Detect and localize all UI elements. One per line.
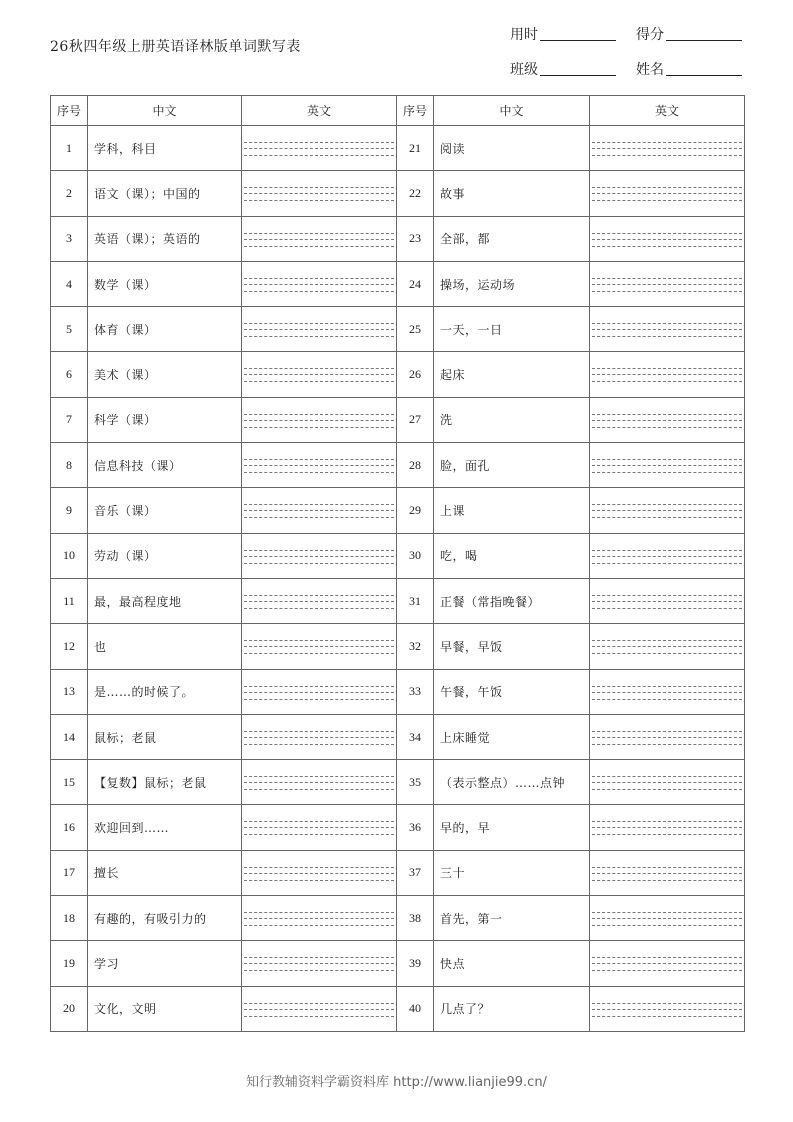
english-answer-left[interactable] (242, 578, 397, 623)
writing-guide-line (592, 200, 742, 201)
writing-guide-line (244, 381, 394, 382)
chinese-cell-left: 信息科技（课） (88, 443, 242, 488)
writing-guide-line (244, 420, 394, 421)
english-answer-left[interactable] (242, 850, 397, 895)
writing-guide-line (244, 744, 394, 745)
writing-guide-line (244, 284, 394, 285)
writing-guide-line (592, 827, 742, 828)
chinese-cell-right: 早的，早 (434, 805, 590, 850)
header-chinese: 中文 (434, 96, 590, 126)
writing-guide-line (244, 595, 394, 596)
english-answer-left[interactable] (242, 941, 397, 986)
writing-guide-line (592, 880, 742, 881)
writing-guide-line (244, 142, 394, 143)
header-chinese: 中文 (88, 96, 242, 126)
writing-guide-line (592, 912, 742, 913)
writing-guide-line (244, 155, 394, 156)
writing-guide-line (244, 246, 394, 247)
writing-guide-line (244, 776, 394, 777)
row-index-left: 9 (51, 488, 88, 533)
table-row (51, 352, 745, 397)
writing-guide-line (592, 414, 742, 415)
row-index-right: 31 (397, 578, 434, 623)
table-row (51, 669, 745, 714)
writing-guide-line (244, 653, 394, 654)
chinese-cell-left: 也 (88, 624, 242, 669)
table-row (51, 578, 745, 623)
table-row (51, 443, 745, 488)
english-answer-right[interactable] (590, 714, 745, 759)
chinese-cell-right: 洗 (434, 397, 590, 442)
writing-guide-line (244, 601, 394, 602)
row-index-right: 29 (397, 488, 434, 533)
writing-guide-line (592, 1009, 742, 1010)
header-english: 英文 (590, 96, 745, 126)
writing-guide-line (592, 595, 742, 596)
writing-guide-line (592, 187, 742, 188)
writing-guide-line (592, 420, 742, 421)
row-index-right: 26 (397, 352, 434, 397)
writing-guide-line (592, 329, 742, 330)
writing-guide-line (592, 517, 742, 518)
english-answer-left[interactable] (242, 986, 397, 1031)
english-answer-right[interactable] (590, 216, 745, 261)
row-index-left: 2 (51, 171, 88, 216)
header-index: 序号 (51, 96, 88, 126)
chinese-cell-left: 科学（课） (88, 397, 242, 442)
writing-guide-line (244, 329, 394, 330)
writing-guide-line (244, 699, 394, 700)
row-index-left: 18 (51, 896, 88, 941)
english-answer-left[interactable] (242, 533, 397, 578)
writing-guide-line (592, 1016, 742, 1017)
writing-guide-line (244, 427, 394, 428)
chinese-cell-left: 有趣的，有吸引力的 (88, 896, 242, 941)
writing-guide-line (592, 246, 742, 247)
row-index-right: 34 (397, 714, 434, 759)
writing-guide-line (592, 737, 742, 738)
table-row (51, 986, 745, 1031)
chinese-cell-right: 快点 (434, 941, 590, 986)
writing-guide-line (244, 646, 394, 647)
chinese-cell-right: （表示整点）……点钟 (434, 760, 590, 805)
row-index-left: 4 (51, 261, 88, 306)
writing-guide-line (592, 336, 742, 337)
row-index-left: 7 (51, 397, 88, 442)
english-answer-right[interactable] (590, 261, 745, 306)
english-answer-left[interactable] (242, 397, 397, 442)
row-index-right: 23 (397, 216, 434, 261)
row-index-right: 21 (397, 126, 434, 171)
score-label: 得分 (636, 27, 664, 43)
writing-guide-line (244, 510, 394, 511)
writing-guide-line (592, 368, 742, 369)
writing-guide-line (592, 510, 742, 511)
writing-guide-line (244, 925, 394, 926)
score-field (636, 24, 742, 44)
writing-guide-line (244, 867, 394, 868)
writing-guide-line (592, 291, 742, 292)
writing-guide-line (592, 556, 742, 557)
writing-guide-line (592, 550, 742, 551)
row-index-left: 19 (51, 941, 88, 986)
writing-guide-line (244, 692, 394, 693)
row-index-left: 1 (51, 126, 88, 171)
writing-guide-line (592, 699, 742, 700)
time-blank[interactable] (540, 39, 616, 41)
writing-guide-line (592, 601, 742, 602)
chinese-cell-left: 最，最高程度地 (88, 578, 242, 623)
row-index-left: 17 (51, 850, 88, 895)
writing-guide-line (592, 692, 742, 693)
row-index-left: 3 (51, 216, 88, 261)
chinese-cell-left: 鼠标；老鼠 (88, 714, 242, 759)
chinese-cell-left: 体育（课） (88, 307, 242, 352)
writing-guide-line (592, 323, 742, 324)
chinese-cell-right: 全部，都 (434, 216, 590, 261)
english-answer-left[interactable] (242, 352, 397, 397)
english-answer-left[interactable] (242, 307, 397, 352)
writing-guide-line (244, 827, 394, 828)
table-row (51, 760, 745, 805)
writing-guide-line (592, 155, 742, 156)
writing-guide-line (244, 193, 394, 194)
row-index-left: 5 (51, 307, 88, 352)
writing-guide-line (592, 427, 742, 428)
writing-guide-line (592, 731, 742, 732)
chinese-cell-right: 一天，一日 (434, 307, 590, 352)
writing-guide-line (244, 472, 394, 473)
english-answer-right[interactable] (590, 669, 745, 714)
row-index-right: 35 (397, 760, 434, 805)
row-index-right: 39 (397, 941, 434, 986)
english-answer-right[interactable] (590, 126, 745, 171)
writing-guide-line (244, 556, 394, 557)
english-answer-left[interactable] (242, 624, 397, 669)
chinese-cell-left: 欢迎回到…… (88, 805, 242, 850)
table-row (51, 714, 745, 759)
writing-guide-line (244, 834, 394, 835)
writing-guide-line (244, 957, 394, 958)
table-row (51, 488, 745, 533)
english-answer-right[interactable] (590, 171, 745, 216)
writing-guide-line (592, 465, 742, 466)
writing-guide-line (244, 640, 394, 641)
chinese-cell-right: 正餐（常指晚餐） (434, 578, 590, 623)
writing-guide-line (592, 472, 742, 473)
writing-guide-line (592, 834, 742, 835)
writing-guide-line (592, 148, 742, 149)
writing-guide-line (244, 873, 394, 874)
writing-guide-line (592, 563, 742, 564)
writing-guide-line (592, 233, 742, 234)
writing-guide-line (244, 291, 394, 292)
chinese-cell-right: 几点了？ (434, 986, 590, 1031)
table-row (51, 397, 745, 442)
row-index-left: 10 (51, 533, 88, 578)
row-index-right: 24 (397, 261, 434, 306)
chinese-cell-left: 劳动（课） (88, 533, 242, 578)
chinese-cell-right: 阅读 (434, 126, 590, 171)
writing-guide-line (244, 323, 394, 324)
writing-guide-line (244, 148, 394, 149)
writing-guide-line (244, 1009, 394, 1010)
writing-guide-line (244, 918, 394, 919)
writing-guide-line (592, 776, 742, 777)
chinese-cell-left: 【复数】鼠标；老鼠 (88, 760, 242, 805)
writing-guide-line (592, 821, 742, 822)
english-answer-left[interactable] (242, 714, 397, 759)
name-blank[interactable] (666, 74, 742, 76)
table-row (51, 941, 745, 986)
writing-guide-line (592, 789, 742, 790)
writing-guide-line (244, 782, 394, 783)
chinese-cell-right: 脸，面孔 (434, 443, 590, 488)
table-row (51, 216, 745, 261)
class-label: 班级 (510, 62, 538, 78)
row-index-right: 32 (397, 624, 434, 669)
table-row (51, 805, 745, 850)
writing-guide-line (592, 374, 742, 375)
writing-guide-line (592, 925, 742, 926)
english-answer-right[interactable] (590, 533, 745, 578)
chinese-cell-left: 英语（课）；英语的 (88, 216, 242, 261)
table-header-row (51, 96, 745, 126)
english-answer-left[interactable] (242, 805, 397, 850)
english-answer-right[interactable] (590, 307, 745, 352)
english-answer-right[interactable] (590, 578, 745, 623)
english-answer-left[interactable] (242, 669, 397, 714)
english-answer-left[interactable] (242, 488, 397, 533)
writing-guide-line (244, 789, 394, 790)
writing-guide-line (592, 873, 742, 874)
row-index-right: 27 (397, 397, 434, 442)
writing-guide-line (592, 653, 742, 654)
chinese-cell-right: 操场，运动场 (434, 261, 590, 306)
chinese-cell-left: 音乐（课） (88, 488, 242, 533)
english-answer-right[interactable] (590, 488, 745, 533)
writing-guide-line (244, 563, 394, 564)
writing-guide-line (592, 686, 742, 687)
english-answer-left[interactable] (242, 171, 397, 216)
chinese-cell-left: 学习 (88, 941, 242, 986)
time-field (510, 24, 616, 44)
writing-guide-line (244, 608, 394, 609)
writing-guide-line (244, 459, 394, 460)
chinese-cell-right: 故事 (434, 171, 590, 216)
writing-guide-line (244, 1003, 394, 1004)
writing-guide-line (244, 368, 394, 369)
writing-guide-line (244, 912, 394, 913)
row-index-left: 6 (51, 352, 88, 397)
table-row (51, 850, 745, 895)
writing-guide-line (592, 278, 742, 279)
writing-guide-line (592, 1003, 742, 1004)
english-answer-right[interactable] (590, 941, 745, 986)
english-answer-right[interactable] (590, 986, 745, 1031)
writing-guide-line (592, 504, 742, 505)
row-index-right: 38 (397, 896, 434, 941)
chinese-cell-right: 吃，喝 (434, 533, 590, 578)
english-answer-left[interactable] (242, 216, 397, 261)
writing-guide-line (244, 504, 394, 505)
chinese-cell-right: 早餐，早饭 (434, 624, 590, 669)
chinese-cell-right: 起床 (434, 352, 590, 397)
english-answer-right[interactable] (590, 850, 745, 895)
chinese-cell-right: 首先，第一 (434, 896, 590, 941)
writing-guide-line (244, 233, 394, 234)
writing-guide-line (244, 239, 394, 240)
row-index-left: 12 (51, 624, 88, 669)
name-field (636, 59, 742, 79)
writing-guide-line (244, 550, 394, 551)
chinese-cell-right: 上床睡觉 (434, 714, 590, 759)
writing-guide-line (592, 459, 742, 460)
row-index-left: 20 (51, 986, 88, 1031)
english-answer-left[interactable] (242, 261, 397, 306)
chinese-cell-left: 文化，文明 (88, 986, 242, 1031)
table-row (51, 533, 745, 578)
writing-guide-line (244, 278, 394, 279)
writing-guide-line (244, 465, 394, 466)
writing-guide-line (244, 686, 394, 687)
row-index-right: 37 (397, 850, 434, 895)
score-blank[interactable] (666, 39, 742, 41)
writing-guide-line (244, 731, 394, 732)
chinese-cell-left: 美术（课） (88, 352, 242, 397)
writing-guide-line (592, 193, 742, 194)
table-row (51, 126, 745, 171)
writing-guide-line (244, 963, 394, 964)
writing-guide-line (244, 880, 394, 881)
header-english: 英文 (242, 96, 397, 126)
writing-guide-line (592, 744, 742, 745)
row-index-right: 28 (397, 443, 434, 488)
row-index-left: 11 (51, 578, 88, 623)
table-row (51, 307, 745, 352)
row-index-right: 30 (397, 533, 434, 578)
row-index-left: 14 (51, 714, 88, 759)
table-row (51, 896, 745, 941)
writing-guide-line (592, 867, 742, 868)
english-answer-right[interactable] (590, 443, 745, 488)
chinese-cell-right: 午餐，午饭 (434, 669, 590, 714)
english-answer-left[interactable] (242, 126, 397, 171)
writing-guide-line (592, 957, 742, 958)
chinese-cell-left: 擅长 (88, 850, 242, 895)
writing-guide-line (592, 239, 742, 240)
chinese-cell-right: 三十 (434, 850, 590, 895)
page-title: 26秋四年级上册英语译林版单词默写表 (50, 39, 301, 55)
table-row (51, 624, 745, 669)
writing-guide-line (244, 1016, 394, 1017)
english-answer-right[interactable] (590, 397, 745, 442)
chinese-cell-left: 是……的时候了。 (88, 669, 242, 714)
class-field (510, 59, 616, 79)
row-index-right: 25 (397, 307, 434, 352)
english-answer-right[interactable] (590, 760, 745, 805)
english-answer-right[interactable] (590, 805, 745, 850)
class-blank[interactable] (540, 74, 616, 76)
row-index-right: 22 (397, 171, 434, 216)
writing-guide-line (244, 336, 394, 337)
writing-guide-line (592, 381, 742, 382)
writing-guide-line (244, 414, 394, 415)
row-index-right: 36 (397, 805, 434, 850)
english-answer-left[interactable] (242, 896, 397, 941)
row-index-right: 33 (397, 669, 434, 714)
english-answer-left[interactable] (242, 760, 397, 805)
row-index-left: 16 (51, 805, 88, 850)
row-index-left: 8 (51, 443, 88, 488)
writing-guide-line (244, 374, 394, 375)
chinese-cell-left: 学科，科目 (88, 126, 242, 171)
time-label: 用时 (510, 27, 538, 43)
footer-watermark: 知行教辅资料学霸资料库 http://www.lianjie99.cn/ (246, 1075, 547, 1090)
writing-guide-line (244, 187, 394, 188)
writing-guide-line (592, 608, 742, 609)
chinese-cell-right: 上课 (434, 488, 590, 533)
writing-guide-line (244, 737, 394, 738)
table-row (51, 171, 745, 216)
english-answer-right[interactable] (590, 624, 745, 669)
chinese-cell-left: 语文（课）；中国的 (88, 171, 242, 216)
row-index-left: 13 (51, 669, 88, 714)
writing-guide-line (592, 970, 742, 971)
writing-guide-line (592, 918, 742, 919)
writing-guide-line (592, 646, 742, 647)
writing-guide-line (592, 142, 742, 143)
english-answer-left[interactable] (242, 443, 397, 488)
english-answer-right[interactable] (590, 896, 745, 941)
header-index: 序号 (397, 96, 434, 126)
chinese-cell-left: 数学（课） (88, 261, 242, 306)
dictation-table (50, 95, 745, 1032)
writing-guide-line (592, 640, 742, 641)
writing-guide-line (244, 200, 394, 201)
writing-guide-line (244, 821, 394, 822)
name-label: 姓名 (636, 62, 664, 78)
writing-guide-line (244, 970, 394, 971)
writing-guide-line (592, 782, 742, 783)
writing-guide-line (592, 284, 742, 285)
writing-guide-line (244, 517, 394, 518)
row-index-right: 40 (397, 986, 434, 1031)
english-answer-right[interactable] (590, 352, 745, 397)
table-row (51, 261, 745, 306)
row-index-left: 15 (51, 760, 88, 805)
writing-guide-line (592, 963, 742, 964)
